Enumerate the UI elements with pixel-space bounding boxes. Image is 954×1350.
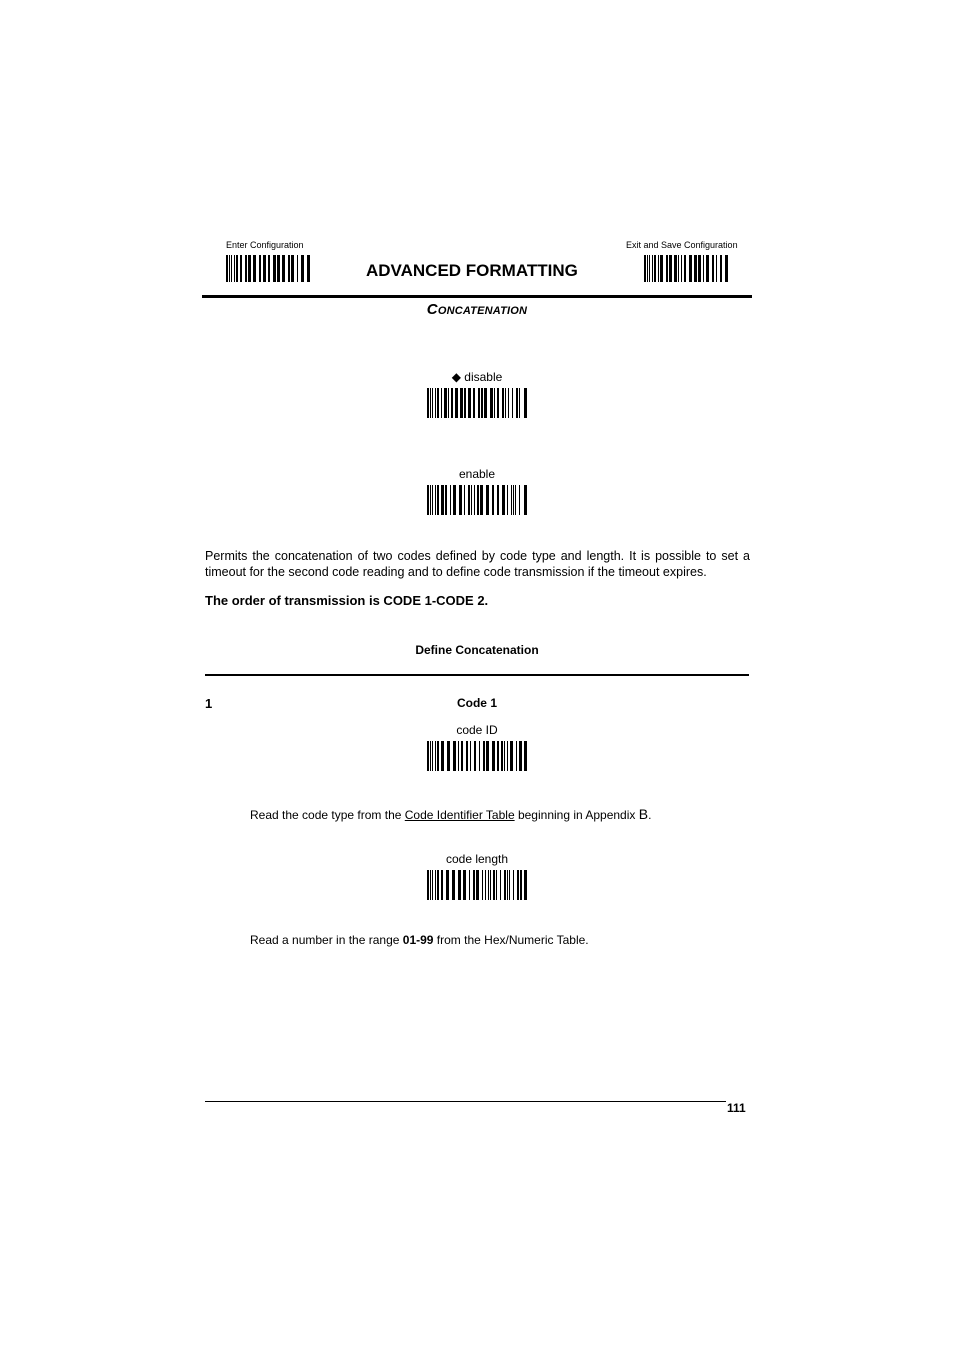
barcode-bar (502, 485, 505, 515)
barcode-bar (234, 255, 235, 282)
disable-barcode[interactable] (427, 388, 527, 418)
barcode-bar (466, 741, 468, 771)
barcode-bar (468, 388, 471, 418)
barcode-bar (510, 741, 513, 771)
barcode-bar (644, 255, 646, 282)
barcode-bar (649, 255, 650, 282)
barcode-bar (435, 388, 436, 418)
barcode-bar (268, 255, 270, 282)
barcode-bar (505, 388, 506, 418)
barcode-bar (259, 255, 261, 282)
code-id-instruction: Read the code type from the Code Identifier Table beginning in Appendix B. (250, 806, 652, 822)
barcode-bar (301, 255, 304, 282)
barcode-bar (430, 388, 431, 418)
barcode-bar (427, 485, 429, 515)
enter-configuration-barcode[interactable] (226, 255, 310, 282)
barcode-bar (474, 485, 475, 515)
barcode-bar (231, 255, 232, 282)
code-1-heading: Code 1 (456, 696, 497, 710)
barcode-bar (277, 255, 280, 282)
barcode-bar (464, 485, 465, 515)
barcode-bar (501, 741, 503, 771)
barcode-bar (484, 388, 487, 418)
barcode-bar (674, 255, 677, 282)
barcode-bar (681, 255, 682, 282)
step-number: 1 (205, 696, 213, 711)
barcode-bar (666, 255, 668, 282)
barcode-bar (432, 485, 433, 515)
barcode-bar (445, 485, 447, 515)
barcode-bar (427, 388, 429, 418)
barcode-bar (240, 255, 242, 282)
barcode-bar (479, 741, 480, 771)
barcode-bar (720, 255, 722, 282)
barcode-bar (500, 870, 501, 900)
barcode-bar (517, 870, 519, 900)
barcode-bar (515, 485, 516, 515)
default-diamond-icon: ◆ (451, 370, 461, 384)
define-divider (205, 674, 749, 676)
barcode-bar (455, 388, 458, 418)
disable-option-label: ◆ disable (451, 370, 503, 384)
barcode-bar (461, 741, 463, 771)
barcode-bar (678, 255, 679, 282)
barcode-bar (229, 255, 230, 282)
barcode-bar (441, 485, 444, 515)
barcode-bar (511, 485, 512, 515)
transmission-order-note: The order of transmission is CODE 1-CODE 2. (205, 593, 489, 608)
barcode-bar (485, 870, 486, 900)
footer-divider (205, 1101, 726, 1102)
barcode-bar (450, 485, 451, 515)
barcode-bar (509, 870, 510, 900)
barcode-bar (504, 870, 506, 900)
barcode-bar (452, 870, 455, 900)
barcode-bar (447, 741, 450, 771)
barcode-bar (437, 485, 439, 515)
barcode-bar (496, 870, 497, 900)
barcode-bar (297, 255, 298, 282)
barcode-bar (519, 741, 522, 771)
barcode-bar (512, 388, 513, 418)
code-length-label: code length (445, 852, 509, 866)
barcode-bar (463, 870, 466, 900)
barcode-bar (307, 255, 310, 282)
barcode-bar (435, 870, 436, 900)
barcode-bar (446, 870, 449, 900)
barcode-bar (236, 255, 238, 282)
barcode-bar (432, 870, 433, 900)
barcode-bar (430, 870, 431, 900)
barcode-bar (508, 388, 509, 418)
barcode-bar (282, 255, 285, 282)
barcode-bar (226, 255, 228, 282)
page-title: ADVANCED FORMATTING (366, 261, 578, 280)
description-paragraph: Permits the concatenation of two codes defined by code type and length. It is possible to set a timeout for the second code reading and to define code transmission if the timeout expires. (205, 549, 750, 579)
barcode-bar (694, 255, 697, 282)
barcode-bar (492, 485, 494, 515)
barcode-bar (519, 388, 520, 418)
barcode-bar (524, 741, 527, 771)
barcode-bar (473, 388, 475, 418)
barcode-bar (435, 485, 436, 515)
barcode-bar (513, 870, 514, 900)
barcode-bar (451, 388, 453, 418)
barcode-bar (481, 388, 483, 418)
code-id-barcode[interactable] (427, 741, 527, 771)
barcode-bar (245, 255, 247, 282)
barcode-bar (507, 870, 508, 900)
barcode-bar (468, 485, 470, 515)
barcode-bar (480, 485, 483, 515)
enter-configuration-label: Enter Configuration (226, 240, 304, 250)
barcode-bar (493, 870, 495, 900)
barcode-bar (492, 741, 495, 771)
barcode-bar (698, 255, 701, 282)
barcode-bar (437, 870, 439, 900)
exit-save-configuration-barcode[interactable] (644, 255, 728, 282)
exit-save-configuration-label: Exit and Save Configuration (626, 240, 738, 250)
barcode-bar (430, 485, 431, 515)
barcode-bar (716, 255, 717, 282)
barcode-bar (427, 741, 429, 771)
barcode-bar (507, 741, 508, 771)
barcode-bar (725, 255, 728, 282)
barcode-bar (524, 870, 527, 900)
barcode-bar (652, 255, 653, 282)
code-id-label: code ID (456, 723, 498, 737)
barcode-bar (444, 388, 447, 418)
barcode-bar (430, 741, 431, 771)
barcode-bar (497, 388, 499, 418)
barcode-bar (474, 741, 476, 771)
barcode-bar (482, 870, 483, 900)
barcode-bar (432, 741, 433, 771)
enable-option-label: enable (458, 467, 496, 481)
barcode-bar (273, 255, 276, 282)
barcode-bar (660, 255, 663, 282)
barcode-bar (458, 741, 459, 771)
barcode-bar (476, 870, 479, 900)
barcode-bar (477, 485, 479, 515)
barcode-bar (647, 255, 648, 282)
barcode-bar (453, 741, 456, 771)
barcode-bar (448, 388, 449, 418)
barcode-bar (490, 870, 491, 900)
barcode-bar (513, 485, 514, 515)
section-subtitle: Concatenation (426, 301, 528, 318)
barcode-bar (689, 255, 692, 282)
barcode-bar (441, 741, 444, 771)
barcode-bar (654, 255, 656, 282)
barcode-bar (524, 388, 527, 418)
barcode-bar (703, 255, 704, 282)
barcode-bar (458, 870, 461, 900)
barcode-bar (470, 741, 471, 771)
barcode-bar (288, 255, 290, 282)
barcode-bar (248, 255, 251, 282)
barcode-bar (435, 741, 436, 771)
barcode-bar (524, 485, 527, 515)
barcode-bar (519, 485, 520, 515)
barcode-bar (494, 388, 495, 418)
barcode-bar (460, 388, 463, 418)
barcode-bar (516, 741, 517, 771)
barcode-bar (478, 388, 480, 418)
barcode-bar (490, 388, 493, 418)
barcode-bar (516, 388, 518, 418)
barcode-bar (502, 388, 504, 418)
enable-barcode[interactable] (427, 485, 527, 515)
header-divider (202, 295, 752, 298)
barcode-bar (497, 741, 499, 771)
barcode-bar (464, 388, 466, 418)
barcode-bar (437, 741, 439, 771)
barcode-bar (437, 388, 439, 418)
barcode-bar (263, 255, 266, 282)
barcode-bar (469, 870, 470, 900)
barcode-bar (291, 255, 294, 282)
barcode-bar (504, 741, 505, 771)
barcode-bar (684, 255, 686, 282)
range-instruction: Read a number in the range 01-99 from the Hex/Numeric Table. (250, 933, 589, 947)
barcode-bar (427, 870, 429, 900)
barcode-bar (441, 870, 443, 900)
barcode-bar (486, 485, 489, 515)
code-identifier-table-link[interactable]: Code Identifier Table (404, 808, 515, 822)
barcode-bar (453, 485, 456, 515)
barcode-bar (432, 388, 433, 418)
barcode-bar (669, 255, 672, 282)
barcode-bar (712, 255, 714, 282)
barcode-bar (483, 741, 485, 771)
barcode-bar (253, 255, 256, 282)
barcode-bar (497, 485, 499, 515)
barcode-bar (520, 870, 522, 900)
barcode-bar (459, 485, 462, 515)
barcode-bar (507, 485, 508, 515)
define-concatenation-heading: Define Concatenation (415, 643, 539, 657)
barcode-bar (706, 255, 709, 282)
barcode-bar (488, 870, 489, 900)
page-number: 111 (727, 1101, 746, 1115)
code-length-barcode[interactable] (427, 870, 527, 900)
barcode-bar (486, 741, 489, 771)
barcode-bar (473, 870, 475, 900)
barcode-bar (441, 388, 442, 418)
barcode-bar (658, 255, 659, 282)
barcode-bar (471, 485, 472, 515)
